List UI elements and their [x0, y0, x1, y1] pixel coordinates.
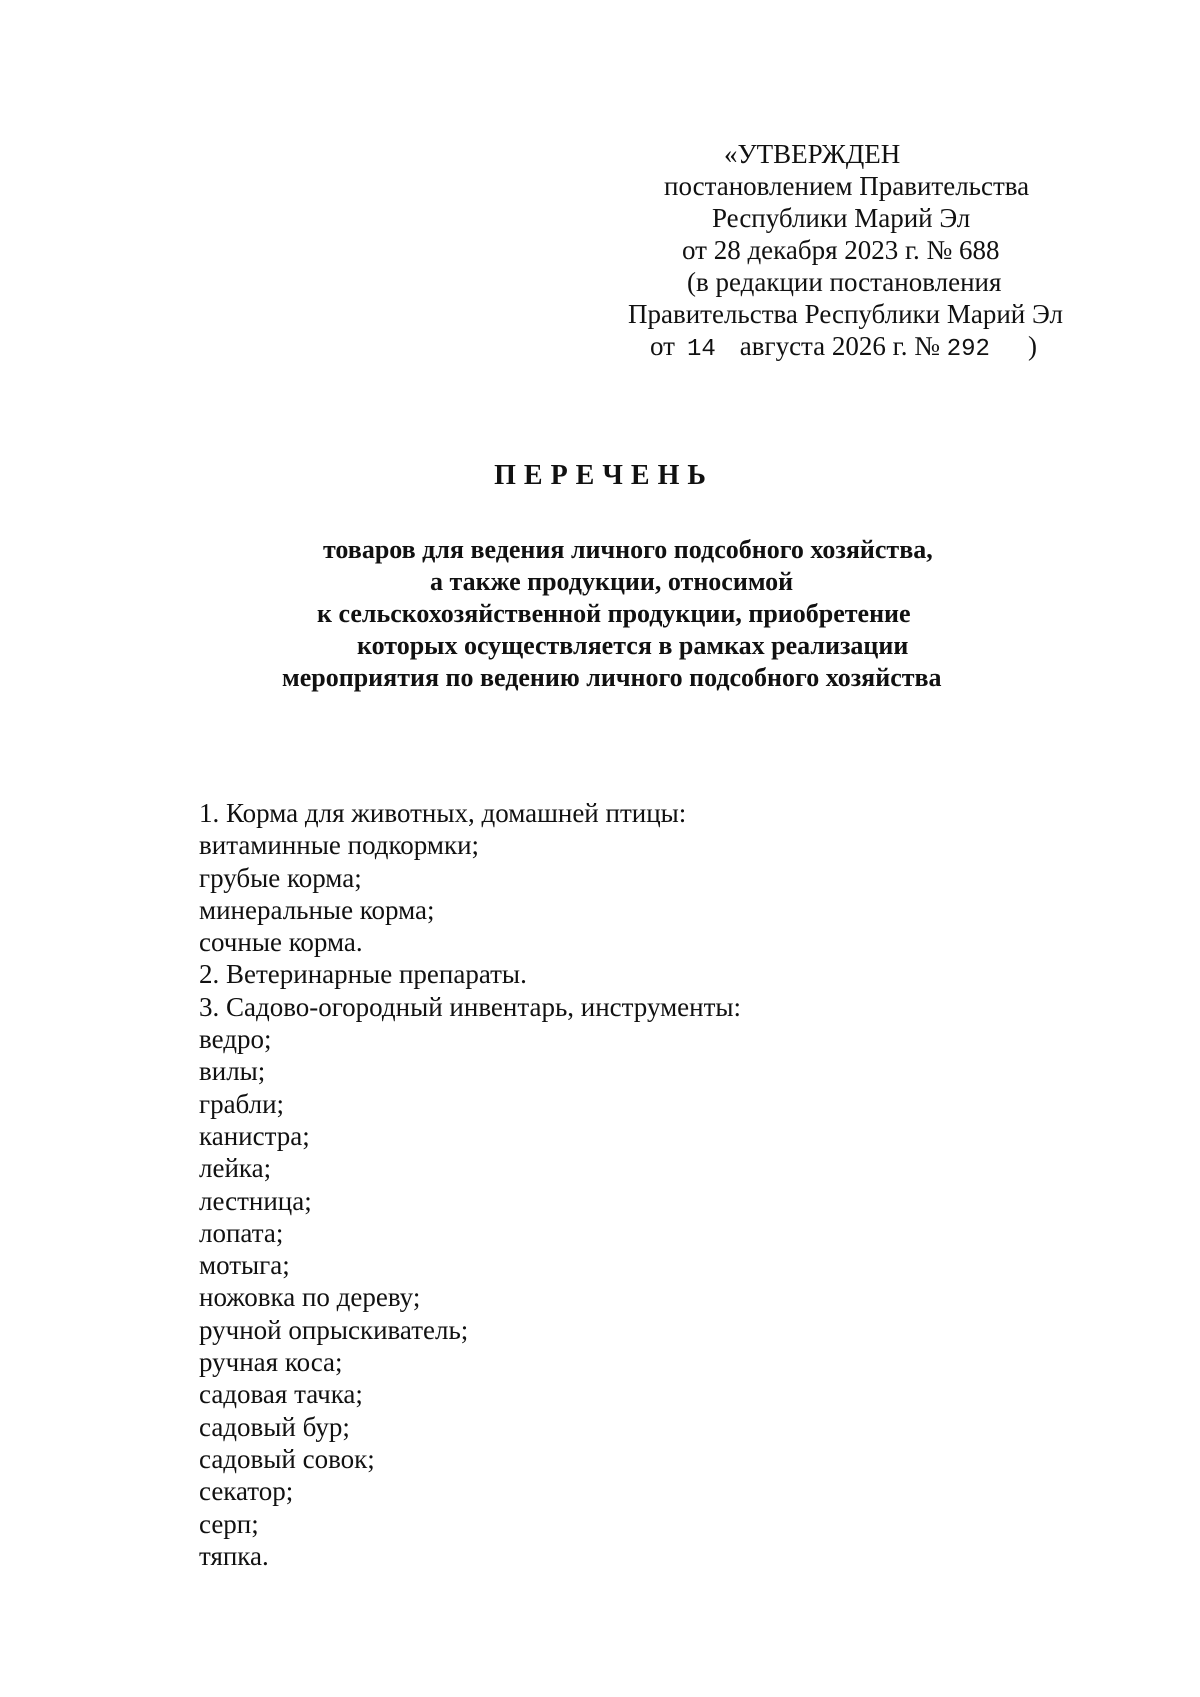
list-item: лестница;	[199, 1185, 312, 1216]
list-item: 3. Садово-огородный инвентарь, инструменты:	[199, 991, 742, 1022]
list-item: 1. Корма для животных, домашней птицы:	[199, 798, 687, 828]
list-item: секатор;	[199, 1476, 294, 1507]
goods-list	[199, 797, 1099, 1572]
subtitle-line: к сельскохозяйственной продукции, приобретение	[317, 599, 911, 628]
list-item: серп;	[199, 1508, 259, 1539]
list-item: садовый бур;	[199, 1411, 350, 1442]
approval-line-date-number: от 28 декабря 2023 г. № 688	[682, 235, 1000, 265]
list-item: 2. Ветеринарные препараты.	[199, 959, 527, 990]
subtitle-line: мероприятия по ведению личного подсобного хозяйства	[282, 663, 942, 692]
list-item: ведро;	[199, 1024, 272, 1055]
list-item: сочные корма.	[199, 927, 363, 958]
approval-line-resolution: постановлением Правительства	[664, 171, 1030, 201]
list-item: тяпка.	[199, 1540, 269, 1571]
revision-closing-paren: )	[1027, 331, 1037, 361]
list-item: грабли;	[199, 1088, 285, 1119]
list-item: садовая тачка;	[199, 1379, 363, 1410]
list-item: ножовка по дереву;	[199, 1282, 421, 1313]
list-item: канистра;	[199, 1120, 310, 1151]
list-item: ручной опрыскиватель;	[199, 1314, 469, 1345]
approval-line-revision: (в редакции постановления	[687, 267, 1002, 297]
list-item: минеральные корма;	[199, 894, 435, 925]
list-item: ручная коса;	[199, 1347, 343, 1378]
list-item: лопата;	[199, 1217, 284, 1248]
revision-date-middle: августа 2026 г. №	[739, 331, 940, 361]
list-item: лейка;	[199, 1153, 272, 1184]
list-item: садовый совок;	[199, 1443, 375, 1474]
approval-line-republic: Республики Марий Эл	[712, 203, 971, 233]
list-item: грубые корма;	[199, 862, 362, 893]
document-title: ПЕРЕЧЕНЬ	[494, 460, 714, 491]
approval-line-approved: «УТВЕРЖДЕН	[724, 139, 901, 169]
approval-line-government: Правительства Республики Марий Эл	[628, 299, 1063, 329]
revision-date-prefix: от	[650, 331, 675, 361]
subtitle-line: товаров для ведения личного подсобного хозяйства,	[323, 535, 933, 564]
subtitle-line: которых осуществляется в рамках реализации	[357, 631, 909, 660]
list-item: мотыга;	[199, 1250, 290, 1281]
subtitle-line: а также продукции, относимой	[430, 567, 794, 596]
revision-day: 14	[686, 336, 716, 363]
list-item: вилы;	[199, 1056, 266, 1087]
list-item: витаминные подкормки;	[199, 830, 480, 861]
approval-line-revision-date	[650, 330, 1037, 366]
revision-number: 292	[946, 336, 990, 363]
